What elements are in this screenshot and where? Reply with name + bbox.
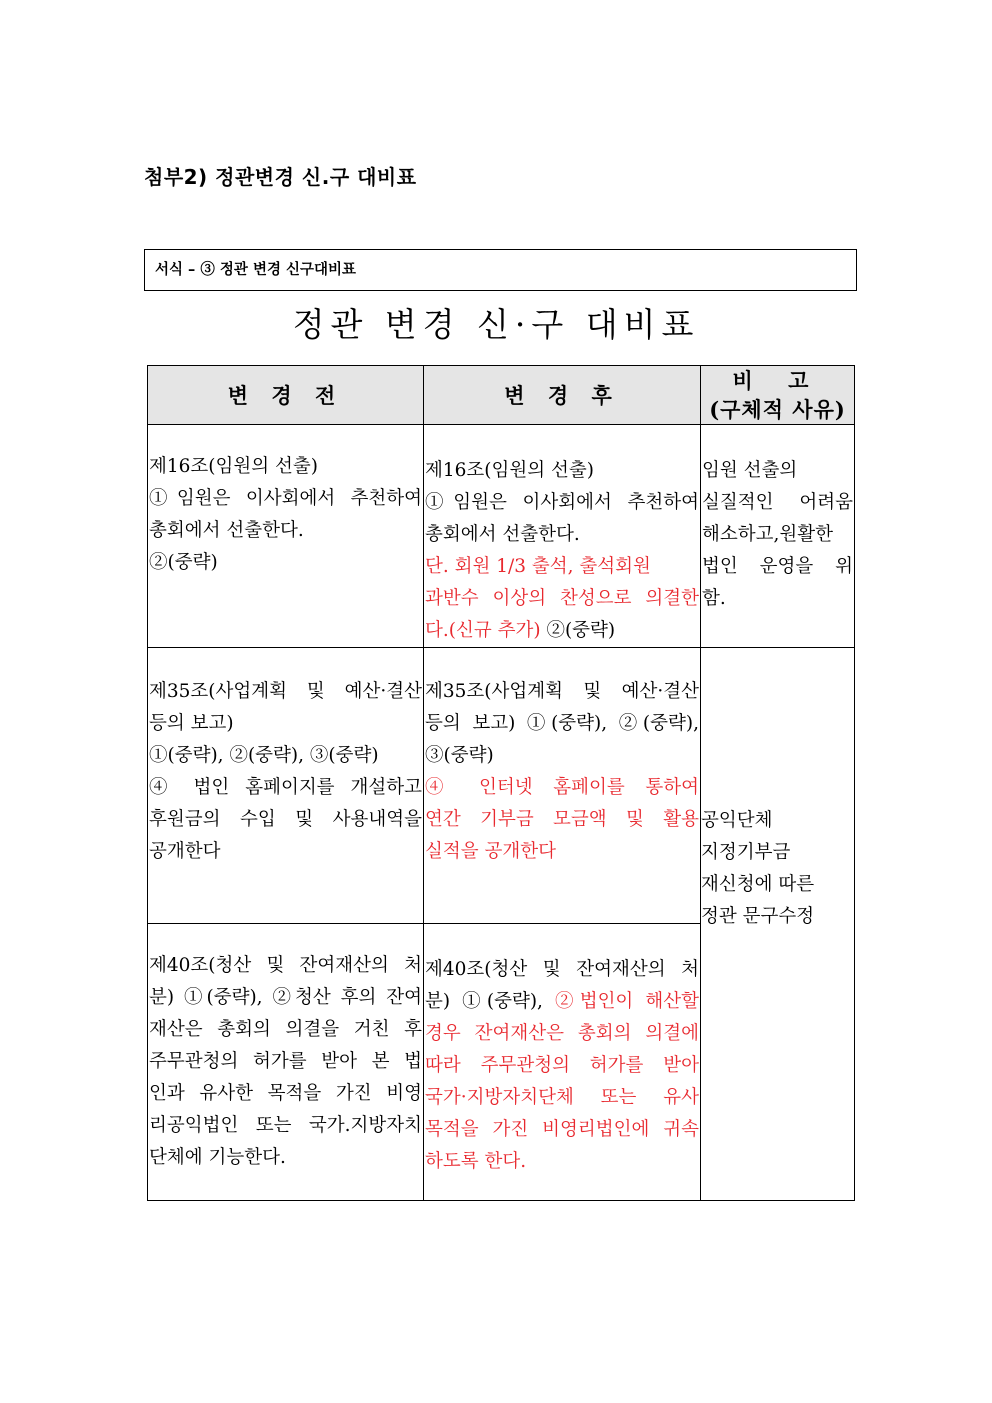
note-line: 지정기부금 <box>701 842 791 863</box>
added-text-line: ④ 인터넷 홈페이를 통하여 <box>425 777 699 798</box>
note-line: 법인 운영을 위 <box>702 556 853 577</box>
note-line: 임원 선출의 <box>702 460 798 481</box>
added-text-line: 따라 주무관청의 허가를 받아 <box>425 1055 699 1076</box>
text-line: 재산은 총회의 의결을 거친 후 <box>149 1019 422 1040</box>
added-text-line: 단. 회원 1/3 출석, 출석회원 <box>425 556 651 577</box>
text-line: 분) ①(중략), ②청산 후의 잔여 <box>149 987 422 1008</box>
note-line: 해소하고,원활한 <box>702 524 833 545</box>
added-text-line: 국가·지방자치단체 또는 유사 <box>425 1087 699 1108</box>
text-line: 등의 보고) ①(중략), ②(중략), <box>425 713 699 734</box>
text-line: 총회에서 선출한다. <box>425 524 580 545</box>
added-text-line: 경우 잔여재산은 총회의 의결에 <box>425 1023 699 1044</box>
note-cell <box>701 425 855 648</box>
added-text-line: 하도록 한다. <box>425 1151 527 1172</box>
after-cell <box>424 648 701 924</box>
header-note <box>701 366 855 425</box>
text-line: ①(중략), ②(중략), ③(중략) <box>149 745 379 766</box>
added-text-line: 다.(신규 추가) <box>425 620 541 641</box>
added-text-line: 과반수 이상의 찬성으로 의결한 <box>425 588 699 609</box>
text-line: 주무관청의 허가를 받아 본 법 <box>149 1051 422 1072</box>
text-line: 총회에서 선출한다. <box>149 520 304 541</box>
text-line: 후원금의 수입 및 사용내역을 <box>149 809 422 830</box>
note-line: 공익단체 <box>701 810 773 831</box>
text-line: 제16조(임원의 선출) <box>149 456 318 477</box>
form-label: 서식 – ③ 정관 변경 신구대비표 <box>155 261 357 278</box>
note-line: 함. <box>702 588 726 609</box>
text-line: 단체에 기능한다. <box>149 1147 286 1168</box>
text-line: 제35조(사업계획 및 예산·결산 <box>149 681 422 702</box>
note-line: 정관 문구수정 <box>701 906 815 927</box>
form-label-box <box>144 249 857 291</box>
before-cell <box>148 648 424 924</box>
note-line: 실질적인 어려움 <box>702 492 853 513</box>
header-note-line1: 비 고 <box>732 368 823 393</box>
text-fragment: 분) ①(중략), <box>425 991 555 1012</box>
document-title: 정관 변경 신·구 대비표 <box>292 305 700 344</box>
added-text-line: 실적을 공개한다 <box>425 841 556 862</box>
header-row <box>148 366 855 425</box>
attachment-title: 첨부2) 정관변경 신.구 대비표 <box>144 165 417 189</box>
header-before: 변 경 전 <box>148 366 424 425</box>
table-row <box>148 425 855 648</box>
text-line: ③(중략) <box>425 745 494 766</box>
text-line: 리공익법인 또는 국가.지방자치 <box>149 1115 422 1136</box>
merged-note-cell <box>701 648 855 1201</box>
text-line: 제40조(청산 및 잔여재산의 처 <box>425 959 699 980</box>
after-cell <box>424 425 701 648</box>
text-line: 인과 유사한 목적을 가진 비영 <box>149 1083 422 1104</box>
added-text-line: ②법인이 해산할 <box>555 991 699 1012</box>
text-line: ①임원은 이사회에서 추천하여 <box>425 492 699 513</box>
text-line: ④ 법인 홈페이지를 개설하고 <box>149 777 422 798</box>
text-line: ①임원은 이사회에서 추천하여 <box>149 488 422 509</box>
text-line: 제16조(임원의 선출) <box>425 460 594 481</box>
header-note-line2: (구체적 사유) <box>709 397 846 422</box>
comparison-table <box>147 365 855 1201</box>
table-row <box>148 648 855 924</box>
text-line: 공개한다 <box>149 841 221 862</box>
before-cell <box>148 425 424 648</box>
text-line: 등의 보고) <box>149 713 234 734</box>
text-fragment: ②(중략) <box>540 620 616 641</box>
added-text-line: 목적을 가진 비영리법인에 귀속 <box>425 1119 699 1140</box>
text-line: 제40조(청산 및 잔여재산의 처 <box>149 955 422 976</box>
added-text-line: 연간 기부금 모금액 및 활용 <box>425 809 699 830</box>
text-line: 제35조(사업계획 및 예산·결산 <box>425 681 699 702</box>
note-line: 재신청에 따른 <box>701 874 815 895</box>
header-after: 변 경 후 <box>424 366 701 425</box>
before-cell <box>148 924 424 1201</box>
text-line: ②(중략) <box>149 552 218 573</box>
after-cell <box>424 924 701 1201</box>
